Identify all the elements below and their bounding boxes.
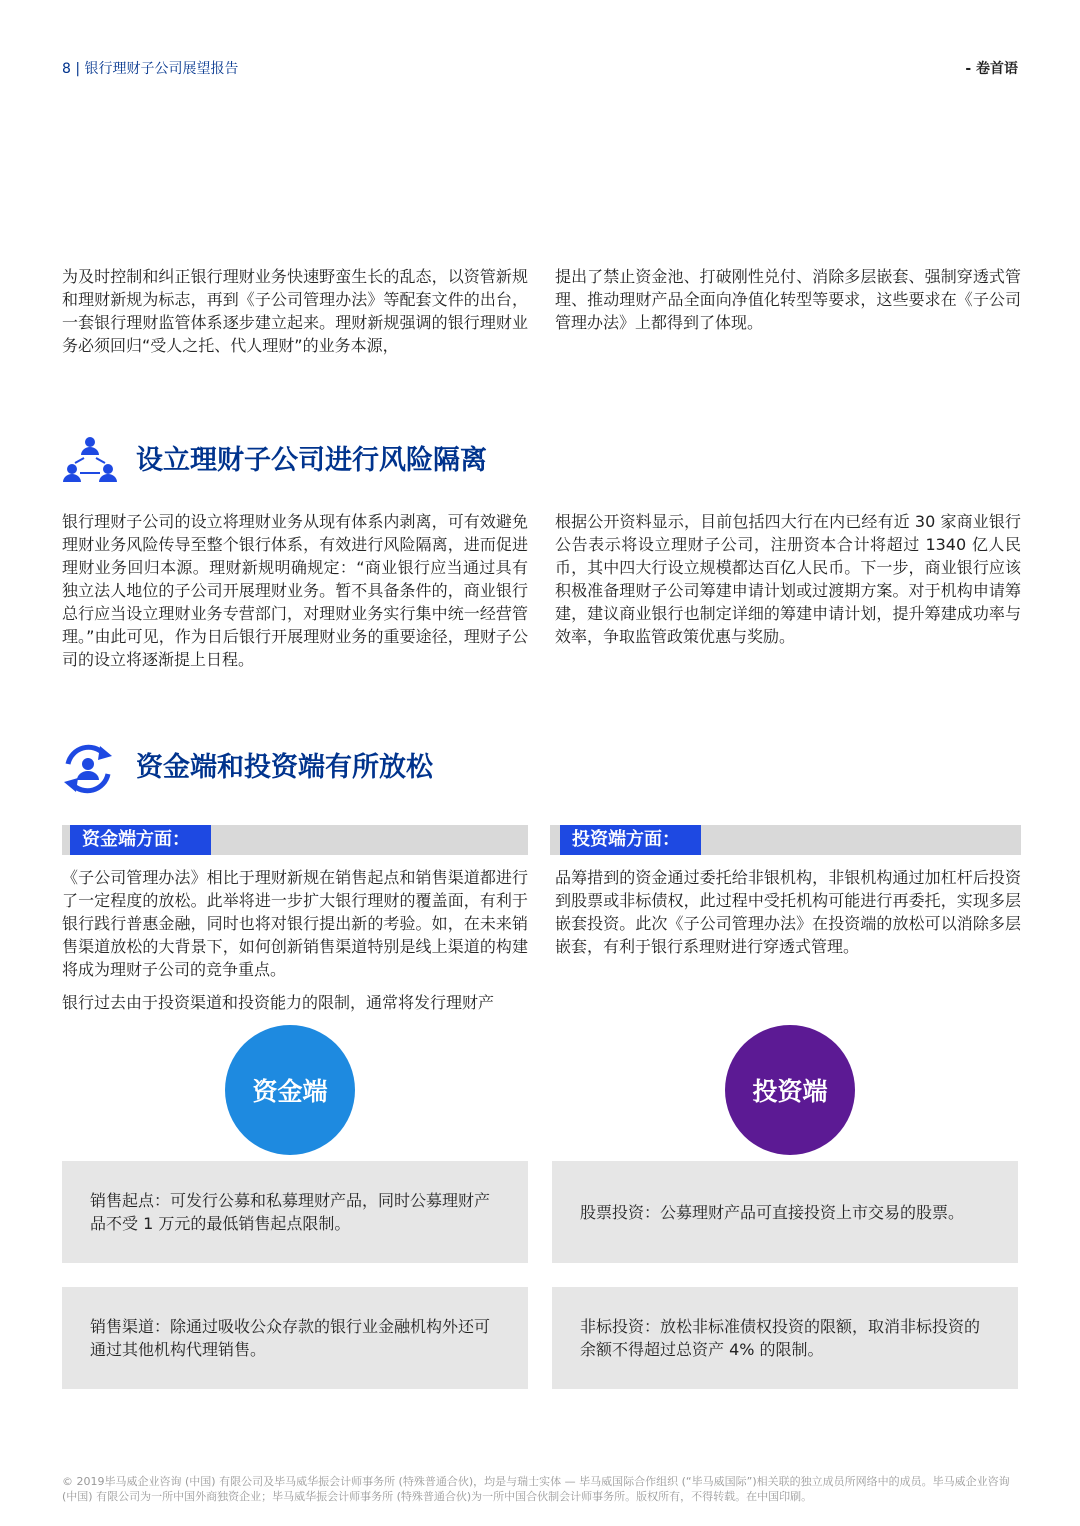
- section2-paragraph-left-1: 《子公司管理办法》相比于理财新规在销售起点和销售渠道都进行了一定程度的放松。此举将进一步扩大银行理财的覆盖面，有利于银行践行普惠金融，同时也将对银行提出新的考验。如，在未来销售渠道放松的大背景下，如何创新销售渠道特别是线上渠道的构建将成为理财子公司的竞争重点。: [62, 868, 528, 979]
- section1-paragraph-right: 根据公开资料显示，目前包括四大行在内已经有近 30 家商业银行公告表示将设立理财子公司，注册资本合计将超过 1340 亿人民币，其中四大行设立规模都达百亿人民币。下一步，商业银行应该积极准备理财子公司筹建申请计划或过渡期方案。对于机构申请筹建，建议商业银行也制定详细的筹建申请计划，提升筹建成功率与效率，争取监管政策优惠与奖励。: [555, 512, 1021, 646]
- page-header-title: 8 | 银行理财子公司展望报告: [62, 61, 239, 77]
- section1-paragraph-left: 银行理财子公司的设立将理财业务从现有体系内剥离，可有效避免理财业务风险传导至整个银行体系，有效进行风险隔离，进而促进理财业务回归本源。理财新规明确规定：“商业银行应当通过具有独立法人地位的子公司开展理财业务。暂不具备条件的，商业银行总行应当设立理财业务专营部门，对理财业务实行集中统一经营管理。”由此可见，作为日后银行开展理财业务的重要途径，理财子公司的设立将逐渐提上日程。: [62, 512, 528, 669]
- investment-side-tag: 投资端方面：: [560, 825, 701, 855]
- section2-paragraph-left-2: 银行过去由于投资渠道和投资能力的限制，通常将发行理财产: [62, 993, 495, 1012]
- sales-start-text: 销售起点：可发行公募和私募理财产品，同时公募理财产品不受 1 万元的最低销售起点限制。: [90, 1191, 491, 1233]
- non-standard-investment-text: 非标投资：放松非标准债权投资的限额，取消非标投资的余额不得超过总资产 4% 的限制。: [580, 1317, 981, 1359]
- funding-side-circle: 资金端: [225, 1025, 355, 1155]
- sales-start-box: [62, 1161, 528, 1263]
- sales-channel-box: [62, 1287, 528, 1389]
- sales-channel-text: 销售渠道：除通过吸收公众存款的银行业金融机构外还可通过其他机构代理销售。: [90, 1317, 491, 1359]
- stock-investment-box: [552, 1161, 1018, 1263]
- network-people-icon: [62, 433, 118, 485]
- section2-paragraph-right-1: 品筹措到的资金通过委托给非银机构，非银机构通过加杠杆后投资到股票或非标债权，此过程中受托机构可能进行再委托，实现多层嵌套投资。此次《子公司管理办法》在投资端的放松可以消除多层嵌套，有利于银行系理财进行穿透式管理。: [555, 868, 1021, 956]
- intro-paragraph-left: 为及时控制和纠正银行理财业务快速野蛮生长的乱态，以资管新规和理财新规为标志，再到《子公司管理办法》等配套文件的出台，一套银行理财监管体系逐步建立起来。理财新规强调的银行理财业务必须回归“受人之托、代人理财”的业务本源，: [62, 267, 528, 355]
- funding-side-tag: 资金端方面：: [70, 825, 211, 855]
- section-title-risk-isolation: 设立理财子公司进行风险隔离: [136, 445, 487, 476]
- copyright-footer: © 2019毕马威企业咨询 (中国) 有限公司及毕马威华振会计师事务所 (特殊普通合伙)，均是与瑞士实体 — 毕马威国际合作组织 (“毕马威国际”)相关联的独立成员所网络中的成员。毕马威企业咨询 (中国) 有限公司为一所中国外商独资企业；毕马威华振会计师事务所 (特殊普通合伙)为一所中国合伙制会计师事务所。版权所有，不得转载。在中国印刷。: [62, 1475, 1010, 1503]
- refresh-person-icon: [60, 742, 116, 796]
- investment-side-circle: 投资端: [725, 1025, 855, 1155]
- non-standard-investment-box: [552, 1287, 1018, 1389]
- intro-paragraph-right: 提出了禁止资金池、打破刚性兑付、消除多层嵌套、强制穿透式管理、推动理财产品全面向净值化转型等要求，这些要求在《子公司管理办法》上都得到了体现。: [555, 267, 1021, 332]
- stock-investment-text: 股票投资：公募理财产品可直接投资上市交易的股票。: [580, 1202, 965, 1222]
- section-title-easing: 资金端和投资端有所放松: [136, 752, 433, 783]
- page-header-section: - 卷首语: [965, 61, 1018, 77]
